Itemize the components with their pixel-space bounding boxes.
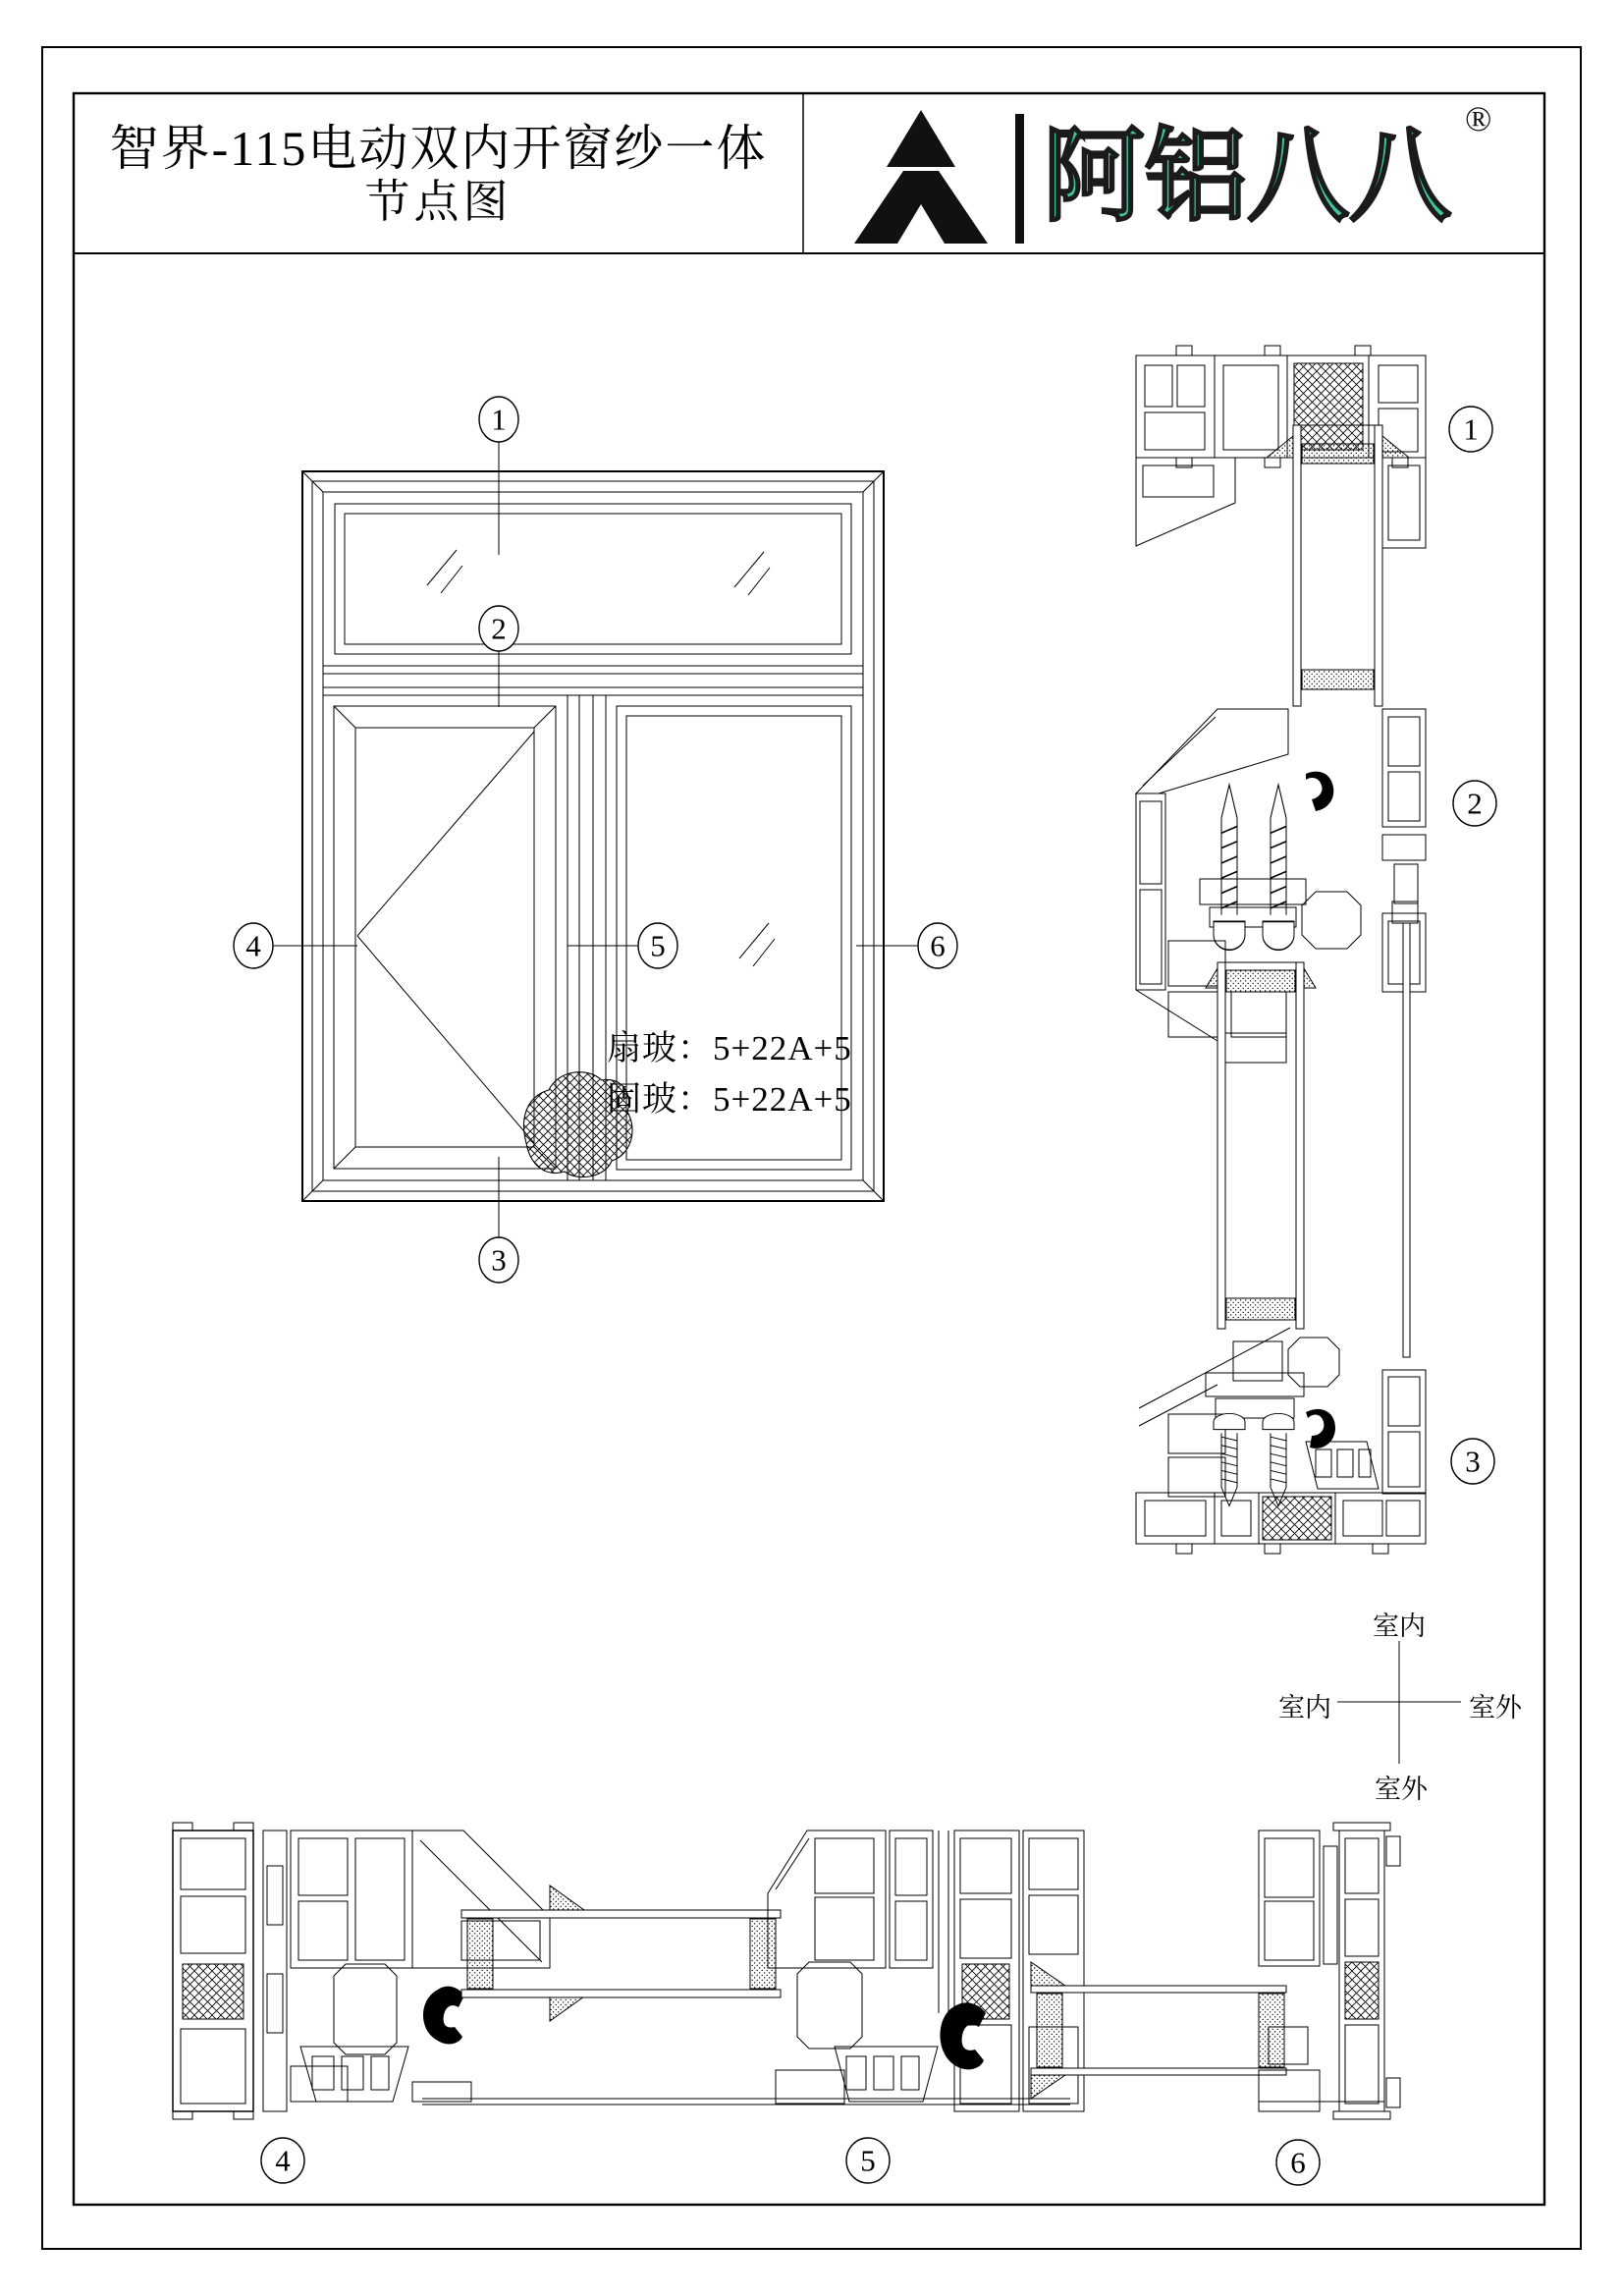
vertical-section	[1136, 346, 1426, 1554]
sheet-title-line1: 智界-115电动双内开窗纱一体	[109, 120, 768, 176]
callout-elevation-4: 4	[245, 928, 261, 963]
callout-section-6: 6	[1290, 2145, 1306, 2180]
registered-trademark-icon: ®	[1465, 99, 1492, 138]
compass-label-left: 室内	[1278, 1693, 1331, 1722]
compass-cross	[1337, 1641, 1461, 1764]
compass-label-right: 室外	[1469, 1693, 1522, 1722]
glass-note-sash: 扇玻：5+22A+5	[607, 1029, 852, 1067]
horizontal-section	[173, 1823, 1400, 2119]
callout-section-3: 3	[1465, 1444, 1481, 1479]
callout-section-2: 2	[1467, 786, 1483, 821]
logo-wordmark: 阿铝八八	[1043, 120, 1452, 234]
callout-elevation-6: 6	[930, 928, 946, 963]
callout-section-5: 5	[860, 2143, 876, 2178]
compass-label-top: 室内	[1373, 1612, 1426, 1641]
callout-elevation-3: 3	[491, 1242, 507, 1278]
compass-label-bottom: 室外	[1375, 1775, 1428, 1804]
logo-triangle-mark	[854, 110, 1024, 244]
callout-elevation-2: 2	[491, 611, 507, 646]
callout-section-4: 4	[275, 2143, 291, 2178]
glass-note-fixed: 固玻：5+22A+5	[607, 1080, 852, 1119]
callout-elevation-1: 1	[491, 402, 507, 437]
sheet-title-line2: 节点图	[364, 176, 513, 227]
callout-section-1: 1	[1463, 411, 1479, 447]
callout-elevation-5: 5	[650, 928, 666, 963]
title-block	[74, 93, 803, 253]
callout-circles	[234, 397, 1496, 2185]
